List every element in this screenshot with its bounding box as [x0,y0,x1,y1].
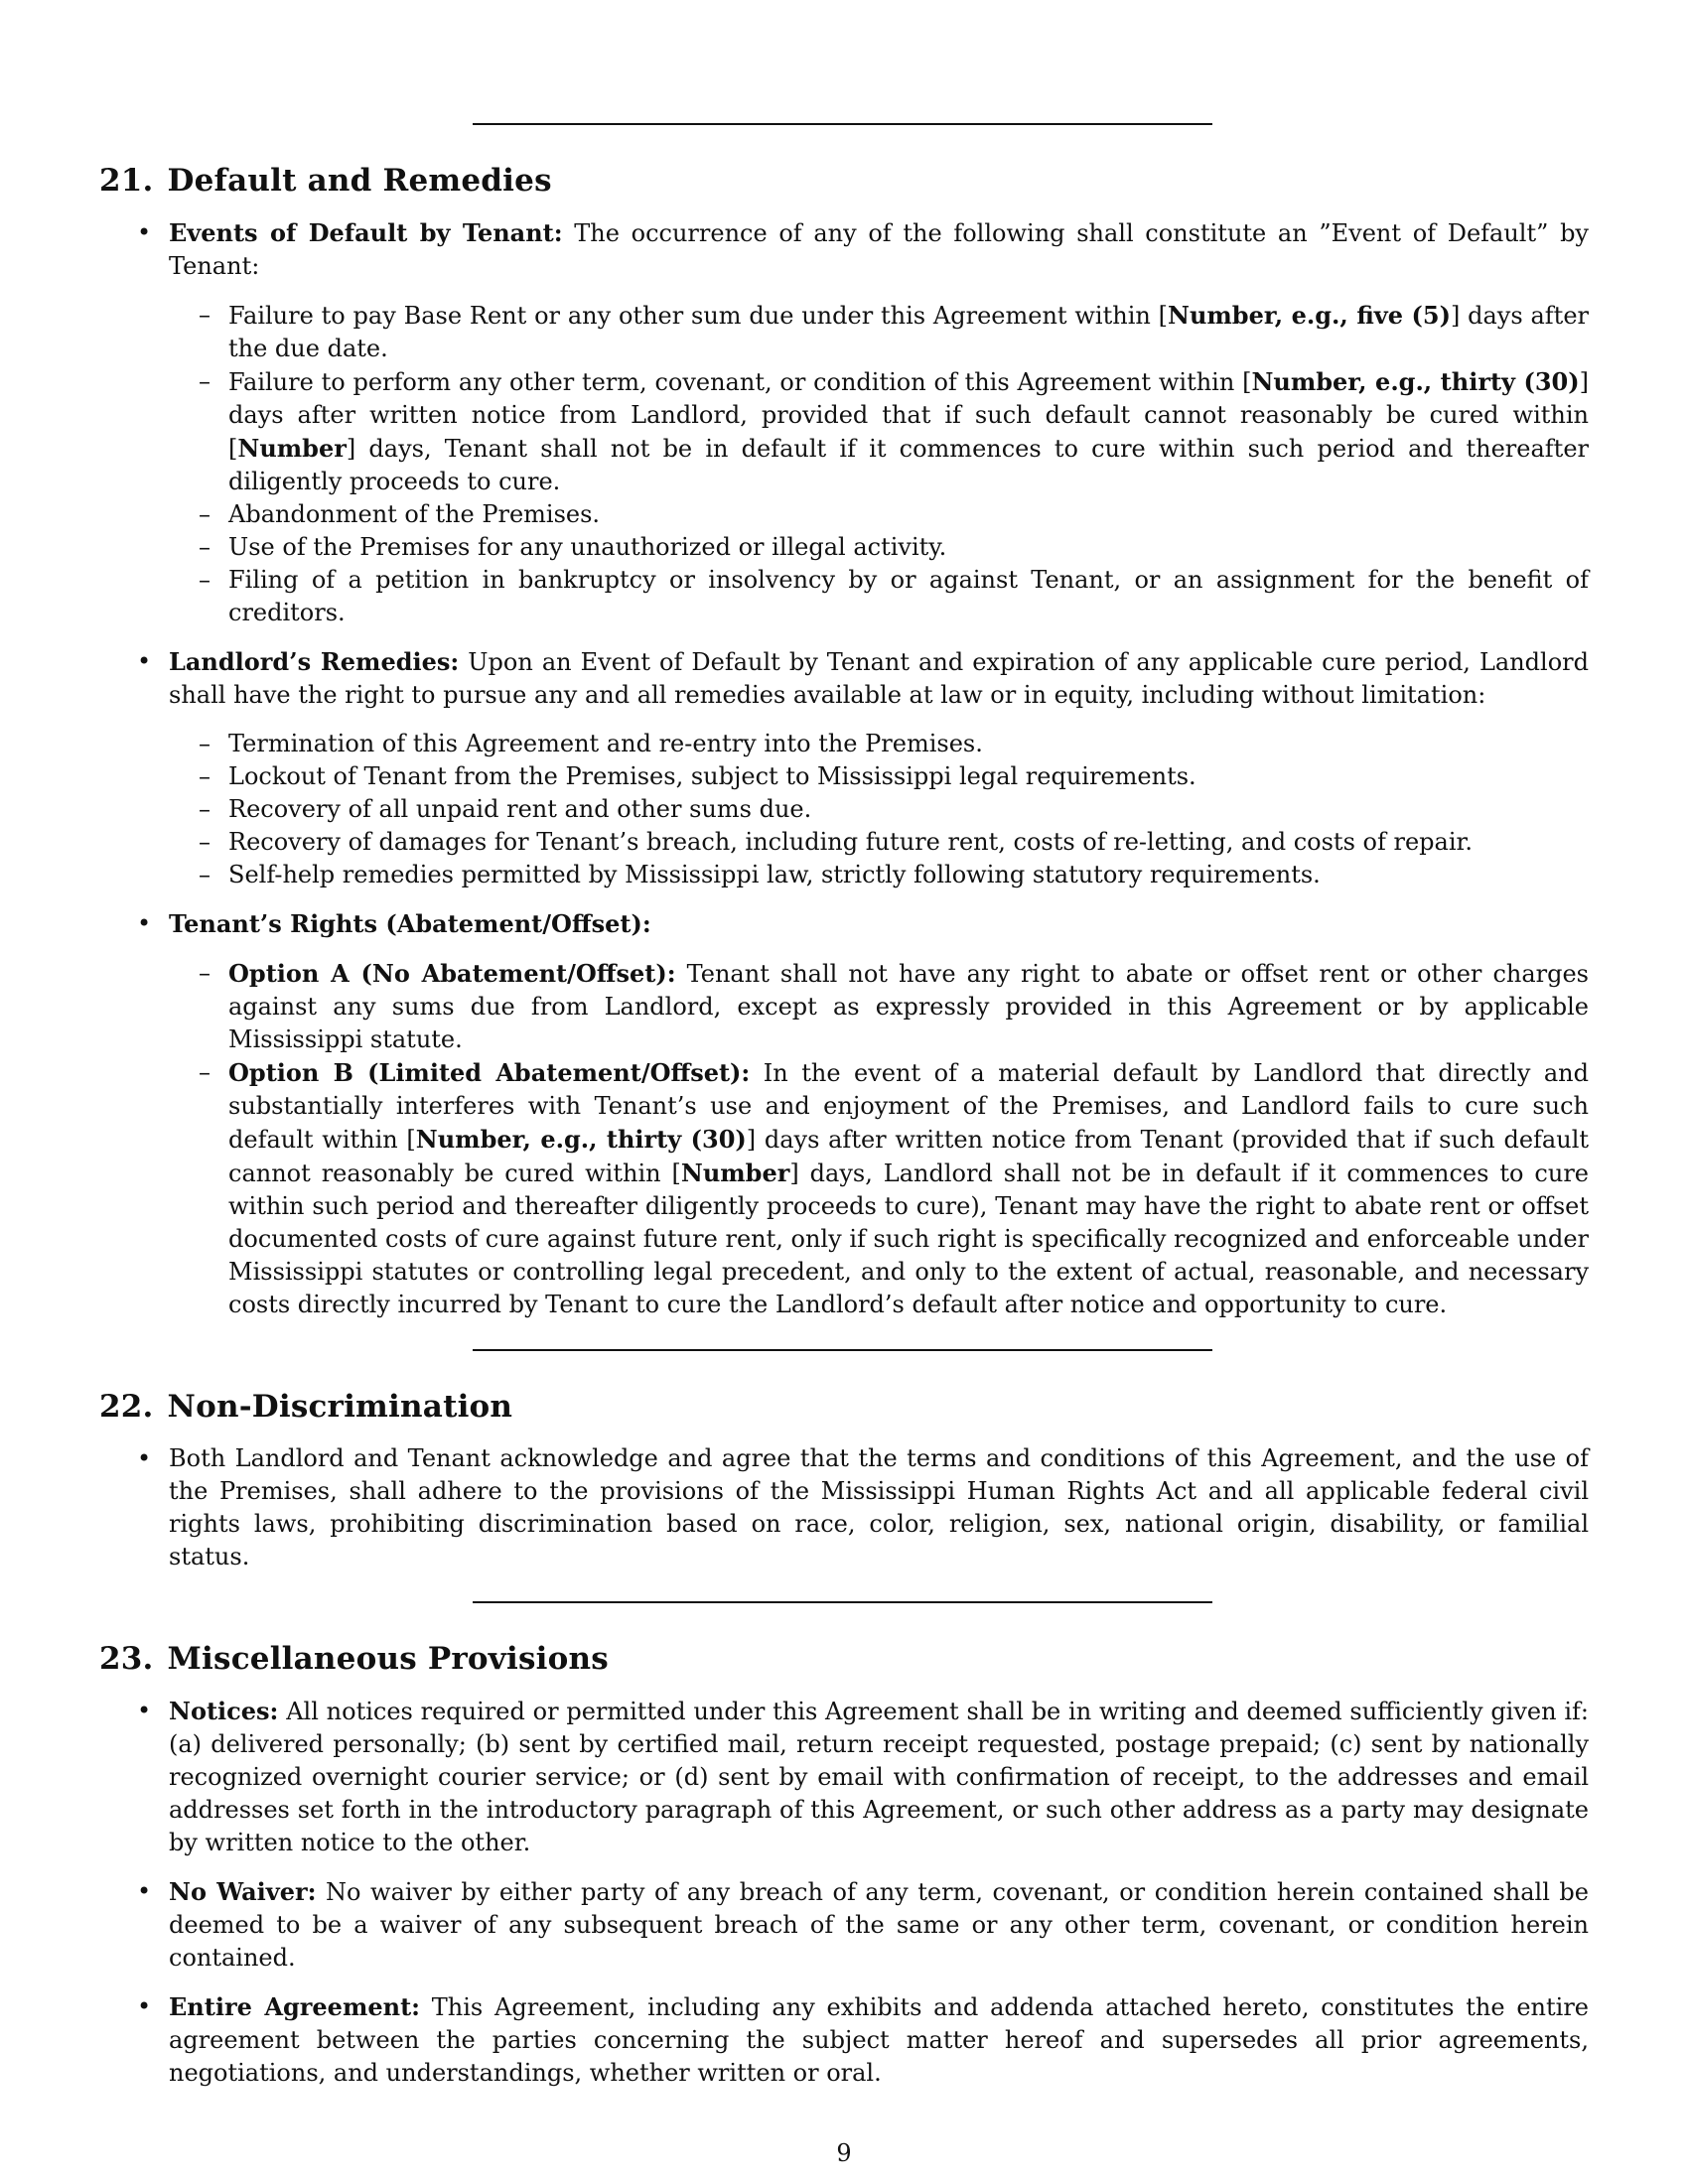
sub-item: – Self-help remedies permitted by Mississippi law, strictly following statutory requirements. [169,859,1589,891]
page-number: 9 [836,2139,852,2167]
section-21-list [99,216,1589,1321]
item-text: Upon an Event of Default by Tenant and expiration of any applicable cure period, Landlord shall have the right to pursue any and all remedies available at law or in equity, including without limitation: [169,648,1589,709]
section-title: Miscellaneous Provisions [167,1641,609,1677]
sub-item-option-b: – Option B (Limited Abatement/Offset): In the event of a material default by Landlord that directly and substantially interferes with Tenant’s use and enjoyment of the Premises, and Landlord fails to cure such default within [Number, e.g., thirty (30)] days after written notice from Tenant (provided that if such default cannot reasonably be cured within [Number] days, Landlord shall not be in default if it commences to cure within such period and thereafter diligently proceeds to cure), Tenant may have the right to abate rent or offset documented costs of cure against future rent, only if such right is specifically recognized and enforceable under Mississippi statutes or controlling legal precedent, and only to the extent of actual, reasonable, and necessary costs directly incurred by Tenant to cure the Landlord’s default after notice and opportunity to cure. [169,1056,1589,1321]
item-text: The occurrence of any of the following shall constitute an ”Event of Default” by Tenant: [169,219,1589,280]
section-heading-23 [99,1641,1589,1677]
list-item-tenants-rights [99,907,1589,1321]
item-label: Tenant’s Rights (Abatement/Offset): [169,909,651,938]
list-item-non-discrimination: • Both Landlord and Tenant acknowledge and agree that the terms and conditions of this Agreement, and the use of the Premises, shall adhere to the provisions of the Mississippi Human Rights Act and all applicable federal civil rights laws, prohibiting discrimination based on race, color, religion, sex, national origin, disability, or familial status. [99,1442,1589,1573]
sub-item: – Failure to pay Base Rent or any other sum due under this Agreement within [Number, e.g., five (5)] days after the due date. [169,299,1589,365]
section-divider [473,1349,1212,1351]
section-heading-22 [99,1389,1589,1425]
section-divider [473,123,1212,125]
list-item-notices: • Notices: All notices required or permitted under this Agreement shall be in writing and deemed sufficiently given if: (a) delivered personally; (b) sent by certified mail, return receipt requested, postage prepaid; (c) sent by nationally recognized overnight courier service; or (d) sent by email with confirmation of receipt, to the addresses and email addresses set forth in the introductory paragraph of this Agreement, or such other address as a party may designate by written notice to the other. [99,1695,1589,1859]
sub-item: – Use of the Premises for any unauthorized or illegal activity. [169,531,1589,564]
document-page [99,0,1589,2090]
section-title: Default and Remedies [167,163,552,199]
list-item-events-of-default [99,216,1589,629]
item-label: Landlord’s Remedies: [169,647,460,676]
rights-sublist [169,957,1589,1321]
list-item-entire-agreement: • Entire Agreement: This Agreement, including any exhibits and addenda attached hereto, constitutes the entire agreement between the parties concerning the subject matter hereof and supersedes all prior agreements, negotiations, and understandings, whether written or oral. [99,1990,1589,2090]
section-title: Non-Discrimination [167,1389,513,1425]
section-heading-21 [99,163,1589,199]
sub-item: – Failure to perform any other term, covenant, or condition of this Agreement within [Number, e.g., thirty (30)] days after written notice from Landlord, provided that if such default cannot reasonably be cured within [Number] days, Tenant shall not be in default if it commences to cure within such period and thereafter diligently proceeds to cure. [169,365,1589,498]
remedies-sublist [169,728,1589,891]
section-23-list [99,1695,1589,2090]
item-label: Events of Default by Tenant: [169,218,563,247]
sub-item: – Recovery of damages for Tenant’s breach, including future rent, costs of re-letting, and costs of repair. [169,826,1589,859]
section-number: 23. [99,1641,154,1677]
sub-item: – Recovery of all unpaid rent and other sums due. [169,793,1589,826]
sub-item: – Abandonment of the Premises. [169,498,1589,531]
events-sublist [169,299,1589,629]
list-item-no-waiver: • No Waiver: No waiver by either party of any breach of any term, covenant, or condition herein contained shall be deemed to be a waiver of any subsequent breach of the same or any other term, covenant, or condition herein contained. [99,1875,1589,1975]
section-number: 22. [99,1389,154,1425]
section-divider [473,1601,1212,1603]
list-item-landlords-remedies [99,645,1589,891]
section-22-list [99,1442,1589,1573]
sub-item: – Filing of a petition in bankruptcy or insolvency by or against Tenant, or an assignment for the benefit of creditors. [169,564,1589,629]
sub-item: – Lockout of Tenant from the Premises, subject to Mississippi legal requirements. [169,760,1589,793]
section-number: 21. [99,163,154,199]
sub-item-option-a: – Option A (No Abatement/Offset): Tenant shall not have any right to abate or offset rent or other charges against any sums due from Landlord, except as expressly provided in this Agreement or by applicable Mississippi statute. [169,957,1589,1056]
sub-item: – Termination of this Agreement and re-entry into the Premises. [169,728,1589,760]
